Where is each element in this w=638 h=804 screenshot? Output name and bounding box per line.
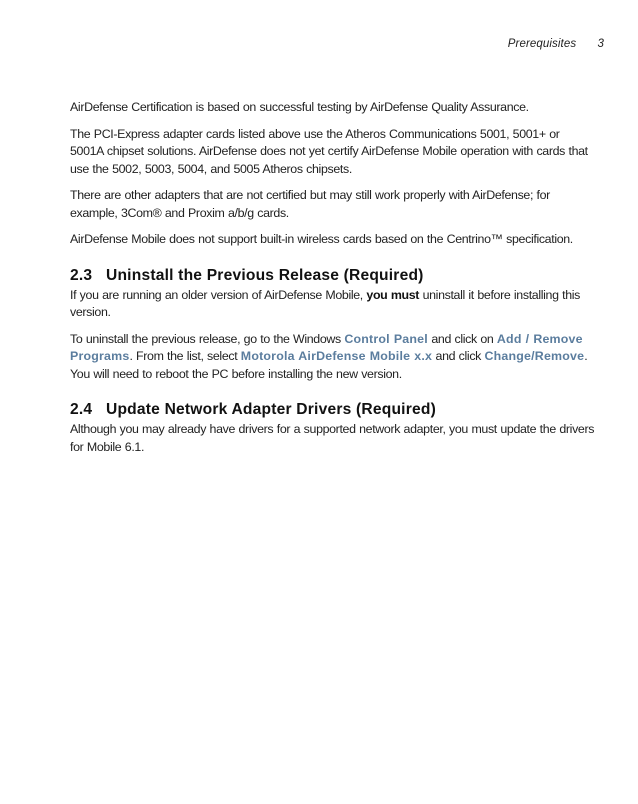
certification-paragraph: AirDefense Certification is based on successful testing by AirDefense Quality Assurance. — [70, 100, 529, 114]
add-remove-programs-term: Add / Remove Programs — [70, 331, 583, 363]
section-2-3-heading — [70, 266, 595, 285]
control-panel-term: Control Panel — [344, 331, 428, 346]
older-version-text-1: If you are running an older version of AirDefense Mobile, — [70, 287, 367, 302]
uninstall-steps-paragraph — [70, 331, 595, 384]
you-must-emphasis: you must — [366, 287, 420, 302]
section-2-4-title: Update Network Adapter Drivers (Required) — [106, 401, 436, 418]
older-version-paragraph — [70, 287, 595, 322]
uninstall-text-2: and click on — [427, 331, 497, 346]
airdefense-mobile-term: Motorola AirDefense Mobile x.x — [240, 349, 433, 363]
update-drivers-paragraph: Although you may already have drivers for a supported network adapter, you must update the drivers for Mobile 6.1. — [70, 422, 595, 454]
uninstall-text-4: and click — [432, 349, 485, 363]
page-number: 3 — [597, 38, 604, 50]
older-version-text-2: uninstall it before installing this version. — [70, 287, 580, 319]
uninstall-text-1: To uninstall the previous release, go to the Windows — [70, 331, 345, 346]
uninstall-text-3: . From the list, select — [129, 349, 241, 363]
uninstall-text-5: . You will need to reboot the PC before installing the new version. — [70, 349, 588, 381]
chipset-paragraph: The PCI-Express adapter cards listed above use the Atheros Communications 5001, 5001+ or 5001A chipset solutions. AirDefense does not yet certify AirDefense Mobile operation with cards that use the 5002, 5003, 5004, and 5005 Atheros chipsets. — [70, 126, 588, 176]
section-2-4-heading — [70, 400, 595, 419]
page-content — [70, 99, 595, 465]
header-section-name: Prerequisites — [507, 38, 577, 50]
other-adapters-paragraph: There are other adapters that are not certified but may still work properly with AirDefense; for example, 3Com® and Proxim a/b/g cards. — [70, 188, 550, 220]
change-remove-term: Change/Remove — [484, 349, 585, 363]
section-2-3-number: 2.3 — [70, 266, 93, 284]
centrino-paragraph: AirDefense Mobile does not support built-in wireless cards based on the Centrino™ specification. — [70, 232, 573, 246]
section-2-3-title: Uninstall the Previous Release (Required) — [106, 266, 424, 284]
page-header — [508, 38, 604, 50]
section-2-4-number: 2.4 — [70, 401, 93, 418]
